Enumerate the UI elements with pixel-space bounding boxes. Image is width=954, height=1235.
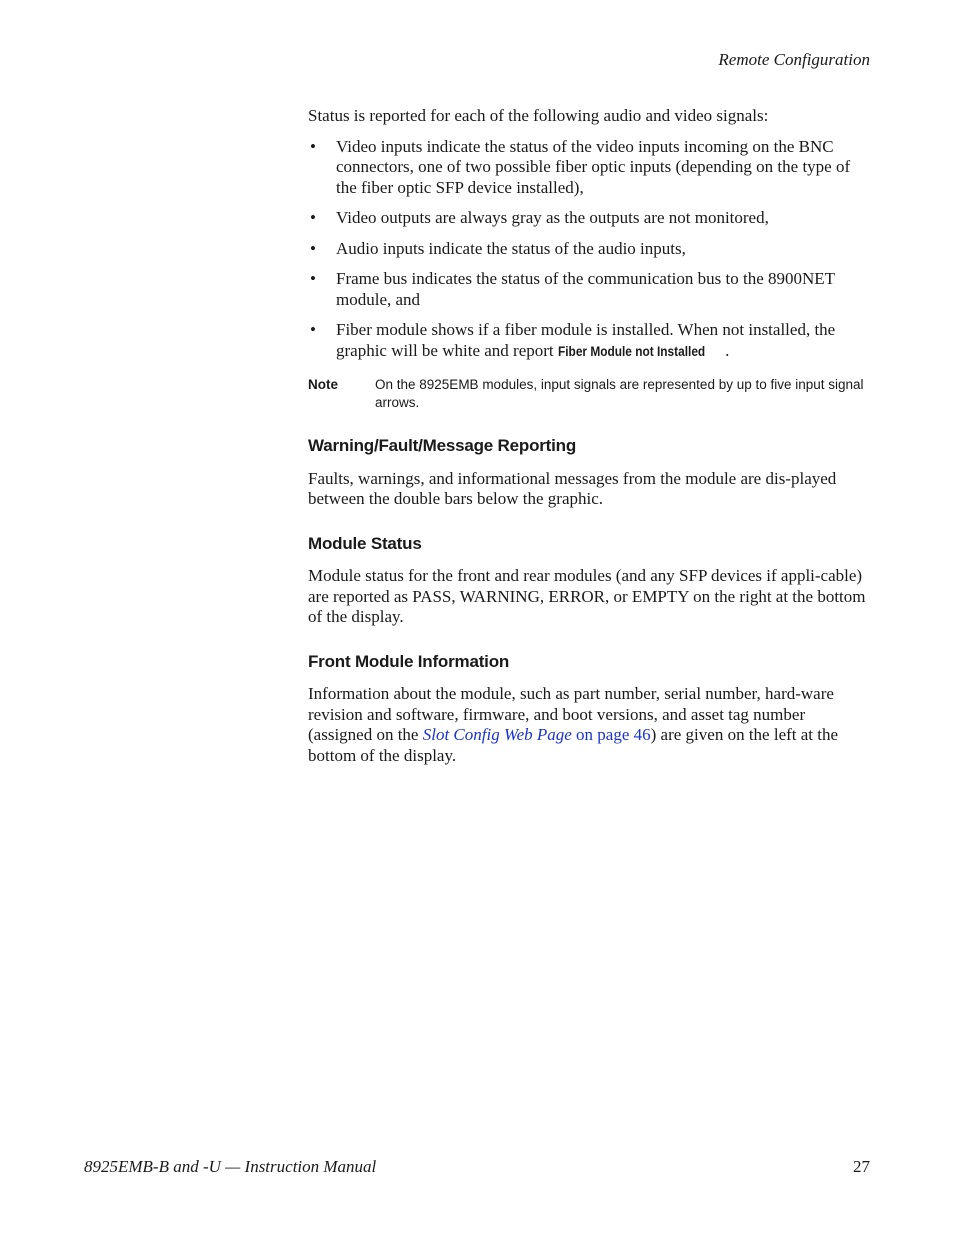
page-content xyxy=(308,106,870,766)
intro-paragraph: Status is reported for each of the following audio and video signals: xyxy=(308,106,769,125)
section-heading-front-module-info: Front Module Information xyxy=(308,651,510,671)
list-item xyxy=(308,239,870,260)
ui-label-fiber-module-not-installed: Fiber Module not Installed xyxy=(557,343,706,359)
section-heading-module-status: Module Status xyxy=(308,533,422,553)
slot-config-web-page-link[interactable] xyxy=(423,725,651,744)
list-item xyxy=(308,269,870,310)
body-text-end: ) are given on the left at the bottom of the display. xyxy=(308,725,839,765)
bullet-icon: • xyxy=(310,136,316,156)
bullet-icon: • xyxy=(310,238,316,258)
section-heading-warning-fault: Warning/Fault/Message Reporting xyxy=(308,436,577,455)
note-label: Note xyxy=(308,377,338,392)
section-body-module-status: Module status for the front and rear modules (and any SFP devices if appli-cable) are reported as PASS, WARNING, ERROR, or EMPTY on the right at the bottom of the display. xyxy=(308,566,866,626)
list-item-text: Fiber module shows if a fiber module is installed. When not installed, the graphic will be white and report xyxy=(336,320,836,360)
section-body-warning-fault: Faults, warnings, and informational messages from the module are dis-played between the double bars below the graphic. xyxy=(308,468,837,508)
list-item xyxy=(308,208,870,229)
list-item-text: Video inputs indicate the status of the video inputs incoming on the BNC connectors, one of two possible fiber optic inputs (depending on the type of the fiber optic SFP device installed), xyxy=(336,136,851,197)
link-page-ref: on page 46 xyxy=(571,725,651,744)
footer-manual-title: 8925EMB-B and -U — Instruction Manual xyxy=(84,1157,377,1176)
list-item-text-end: . xyxy=(725,340,730,360)
note-block xyxy=(308,376,870,412)
bullet-icon: • xyxy=(310,208,316,227)
signal-list xyxy=(308,137,870,363)
list-item-text: Frame bus indicates the status of the communication bus to the 8900NET module, and xyxy=(336,269,835,309)
body-text-start: Information about the module, such as part number, serial number, hard-ware revision and software, firmware, and boot versions, and asset tag number (assigned on the xyxy=(308,684,834,744)
bullet-icon: • xyxy=(310,269,316,288)
bullet-icon: • xyxy=(310,320,316,339)
note-text: On the 8925EMB modules, input signals are represented by up to five input signal arrows. xyxy=(375,377,864,410)
list-item xyxy=(308,137,870,199)
list-item-text: Audio inputs indicate the status of the audio inputs, xyxy=(336,238,686,258)
list-item-text: Video outputs are always gray as the outputs are not monitored, xyxy=(336,208,769,227)
link-title: Slot Config Web Page xyxy=(422,725,572,744)
section-body-front-module-info xyxy=(308,684,870,766)
running-header: Remote Configuration xyxy=(718,50,870,69)
list-item xyxy=(308,320,870,362)
footer-page-number: 27 xyxy=(853,1157,870,1176)
